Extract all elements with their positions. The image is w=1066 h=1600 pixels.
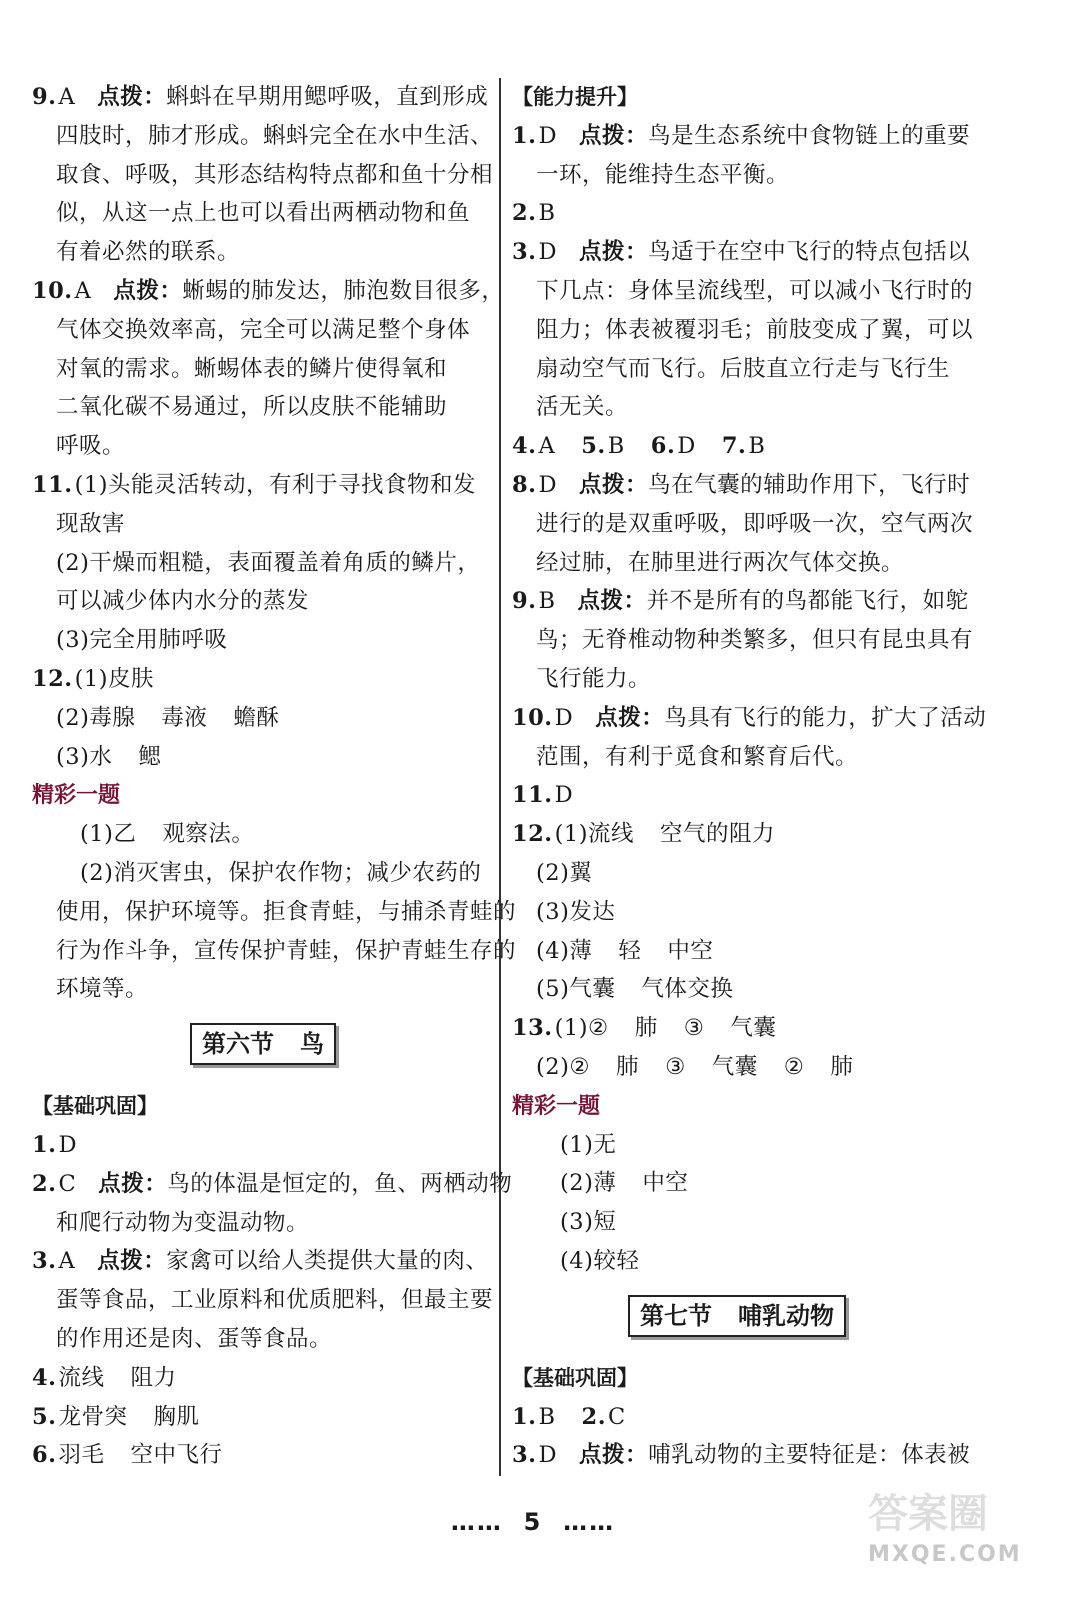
answer-text: 行为作斗争，宣传保护青蛙，保护青蛙生存的 [56,937,517,964]
tip-label: 点拨： [579,1442,649,1469]
question-number: 10. [512,704,553,731]
question-number: 1. [512,122,537,149]
answer-r2-line [512,194,974,233]
answer-choice: D [538,122,558,149]
answer-part: 轻 [618,937,642,964]
tip-label: 点拨： [98,1170,168,1197]
question-number: 1. [32,1131,57,1158]
answer-text: (2)翼 [536,859,593,886]
section-title-part: 第七节 [640,1300,712,1330]
question-number: 10. [32,277,73,304]
section-6-header [32,1009,494,1087]
explanation-text: 扇动空气而飞行。后肢直立行走与飞行生 [536,355,951,382]
answer-r12-line [512,815,974,854]
answer-text: (1)头能灵活转动，有利于寻找食物和发 [74,471,477,498]
answer-part: (1)乙 [80,821,137,848]
explanation-text: 经过肺，在肺里进行两次气体交换。 [536,549,905,576]
explanation-text: 飞行能力。 [536,665,652,692]
question-number: 3. [512,239,537,266]
answer-r4-7-line [512,427,974,466]
answer-b1-line [32,1126,494,1165]
explanation-text: 家禽可以给人类提供大量的肉、 [166,1248,489,1275]
tip-label: 点拨： [577,588,647,615]
question-number: 11. [32,471,73,498]
answer-part: ② [783,1053,805,1080]
answer-part: 龙骨突 [58,1403,128,1430]
question-number: 11. [512,782,553,809]
question-number: 3. [32,1248,57,1275]
answer-part: 阻力 [130,1364,177,1391]
explanation-text: 和爬行动物为变温动物。 [56,1209,310,1236]
explanation-text: 四肢时，肺才形成。蝌蚪完全在水中生活、 [56,122,494,149]
answer-s1-2-line [512,1398,974,1437]
question-number: 9. [32,84,57,110]
answer-text: (1)皮肤 [74,665,155,692]
answer-part: 中空 [667,937,714,964]
section-title-part: 哺乳动物 [738,1300,834,1330]
question-number: 13. [512,1015,553,1042]
answer-text: 可以减少体内水分的蒸发 [56,588,310,615]
answer-part: 气囊 [730,1015,777,1042]
answer-text [512,932,974,971]
question-number: 1. [512,1403,537,1430]
question-number: 3. [512,1442,537,1469]
answer-part: 鳃 [138,743,162,770]
answer-b3-line [32,1242,494,1281]
answer-part: 肺 [634,1015,658,1042]
explanation-text: 鸟具有飞行的能力，扩大了活动 [664,704,987,731]
explanation-text: 阻力；体表被覆羽毛；前肢变成了翼，可以 [536,316,974,343]
question-number: 2. [581,1403,607,1430]
answer-part: (3)水 [56,743,113,770]
section-7-header [512,1281,974,1359]
answer-choice: A [538,433,556,460]
question-number: 9. [512,588,537,615]
question-number: 6. [650,433,676,460]
answer-part: (4)薄 [536,937,593,964]
explanation-text: 鸟的体温是恒定的，鱼、两栖动物 [167,1170,513,1197]
answer-text: (3)短 [560,1209,617,1236]
answer-part: 肺 [616,1053,640,1080]
answer-choice: D [554,704,574,731]
right-column [512,78,987,1475]
answer-choice: D [538,1442,558,1469]
tip-label: 点拨： [97,1248,167,1275]
answer-choice: D [677,433,696,460]
answer-text [512,970,974,1009]
answer-part: 空中飞行 [130,1442,223,1469]
answer-part: 空气的阻力 [660,821,776,848]
watermark-logo [868,1488,1058,1590]
special-question-heading: 精彩一题 [32,782,121,809]
answer-choice: B [538,1403,556,1430]
section-title-part: 鸟 [300,1029,324,1059]
explanation-text: 呼吸。 [56,433,126,460]
tip-label: 点拨： [595,704,665,731]
answer-s3-line [512,1436,974,1475]
explanation-text: 蝌蚪在早期用鳃呼吸，直到形成 [166,84,489,110]
tip-label: 点拨： [113,277,183,304]
section-title [628,1295,846,1337]
answer-part: 胸肌 [153,1403,200,1430]
answer-r9-line [512,582,974,621]
answer-part: 肺 [830,1053,854,1080]
explanation-text: 蜥蜴的肺发达，肺泡数目很多， [182,277,505,304]
answer-11-line [32,466,494,505]
answer-b6-line [32,1436,494,1475]
explanation-text: 二氧化碳不易通过，所以皮肤不能辅助 [56,394,448,421]
explanation-text: 似，从这一点上也可以看出两栖动物和鱼 [56,200,471,227]
answer-part: 气囊 [711,1053,758,1080]
answer-choice: A [58,84,76,110]
question-number: 4. [32,1364,57,1391]
answer-part: 气体交换 [641,976,734,1003]
explanation-text: 鸟在气囊的辅助作用下，飞行时 [648,471,971,498]
answer-r13-line [512,1009,974,1048]
explanation-text: 一环，能维持生态平衡。 [536,161,790,188]
answer-choice: B [748,433,766,460]
answer-text: 环境等。 [56,976,149,1003]
explanation-text: 下几点：身体呈流线型，可以减小飞行时的 [536,277,974,304]
answer-text: (3)完全用肺呼吸 [56,627,228,654]
question-number: 5. [32,1403,57,1430]
answer-part: (5)气囊 [536,976,616,1003]
answer-text [32,699,494,738]
answer-part: 观察法。 [162,821,255,848]
question-number: 2. [512,200,537,227]
answer-part: (1)② [554,1015,609,1042]
answer-part: 中空 [642,1170,689,1197]
answer-part: ③ [665,1053,686,1080]
answer-part: 蟾酥 [233,704,280,731]
explanation-text: 范围，有利于觅食和繁育后代。 [536,743,859,770]
section-title [190,1023,336,1065]
answer-part: 流线 [58,1364,105,1391]
answer-text: 现敌害 [56,510,126,537]
answer-choice: A [74,277,92,304]
answer-text [512,1048,974,1087]
answer-text: (4)较轻 [560,1247,640,1274]
tip-label: 点拨： [579,239,649,266]
question-number: 7. [721,433,747,460]
explanation-text: 取食、呼吸，其形态结构特点都和鱼十分相 [56,161,494,188]
answer-part: ③ [683,1015,705,1042]
answer-text [32,738,494,777]
explanation-text: 气体交换效率高，完全可以满足整个身体 [56,316,471,343]
explanation-text: 对氧的需求。蜥蜴体表的鳞片使得氧和 [56,355,448,382]
answer-text [512,1164,974,1203]
answer-choice: D [554,782,574,809]
question-number: 8. [512,471,537,498]
answer-r1-line [512,117,974,156]
explanation-text: 鸟；无脊椎动物种类繁多，但只有昆虫具有 [536,627,974,654]
answer-part: (2)毒腺 [56,704,136,731]
answer-choice: B [607,433,625,460]
tip-label: 点拨： [97,84,167,110]
answer-choice: C [58,1170,77,1197]
watermark-logo-text: 答案圈 [868,1491,988,1537]
answer-choice: B [538,200,556,227]
answer-part: (1)流线 [554,821,635,848]
answer-r3-line [512,233,974,272]
basic-consolidation-heading: 【基础巩固】 [512,1364,638,1390]
answer-10-line [32,272,505,311]
explanation-text: 进行的是双重呼吸，即呼吸一次，空气两次 [536,510,974,537]
explanation-text: 并不是所有的鸟都能飞行，如鸵 [646,588,969,615]
question-number: 5. [581,433,606,460]
answer-choice: C [608,1403,626,1430]
answer-text: (2)干燥而粗糙，表面覆盖着角质的鳞片， [56,549,481,576]
question-number: 2. [32,1170,57,1197]
answer-text: (2)消灭害虫，保护农作物；减少农药的 [80,859,482,886]
special-question-heading: 精彩一题 [512,1092,601,1119]
answer-choice: B [538,588,556,615]
explanation-text: 蛋等食品，工业原料和优质肥料，但最主要 [56,1287,494,1314]
section-title-part: 第六节 [202,1029,274,1059]
answer-part: 羽毛 [58,1442,105,1469]
tip-label: 点拨： [579,122,649,149]
answer-r11-line [512,776,974,815]
left-column [32,78,517,1475]
answer-12-line [32,660,494,699]
question-number: 12. [32,665,73,692]
answer-b5-line [32,1398,494,1437]
question-number: 12. [512,821,553,848]
answer-text [32,815,494,854]
answer-r8-line [512,466,974,505]
answer-choice: D [538,471,558,498]
tip-label: 点拨： [579,471,649,498]
answer-b2-line [32,1165,513,1204]
explanation-text: 鸟适于在空中飞行的特点包括以 [648,239,971,266]
page-dots: …… [563,1508,616,1536]
question-number: 6. [32,1442,57,1469]
explanation-text: 的作用还是肉、蛋等食品。 [56,1325,333,1352]
explanation-text: 有着必然的联系。 [56,239,241,266]
ability-improvement-heading: 【能力提升】 [512,84,638,109]
answer-choice: D [58,1131,78,1158]
answer-part: (2)薄 [560,1170,617,1197]
question-number: 4. [512,433,537,460]
answer-part: 毒液 [161,704,208,731]
explanation-text: 鸟是生态系统中食物链上的重要 [648,122,971,149]
answer-choice: A [58,1248,76,1275]
explanation-text: 哺乳动物的主要特征是：体表被 [648,1442,971,1469]
answer-text: 使用，保护环境等。拒食青蛙，与捕杀青蛙的 [56,898,517,925]
answer-text: (1)无 [560,1131,617,1158]
basic-consolidation-heading: 【基础巩固】 [32,1093,158,1119]
watermark-url: MXQE.COM [868,1542,1022,1567]
page-dots: …… [450,1508,503,1536]
answer-b4-line [32,1359,494,1398]
answer-r10-line [512,699,987,738]
answer-choice: D [538,239,558,266]
answer-part: (2)② [536,1053,591,1080]
page-number-value: 5 [523,1508,543,1536]
answer-9-line [32,78,494,117]
explanation-text: 活无关。 [536,394,629,421]
answer-text: (3)发达 [536,898,616,925]
